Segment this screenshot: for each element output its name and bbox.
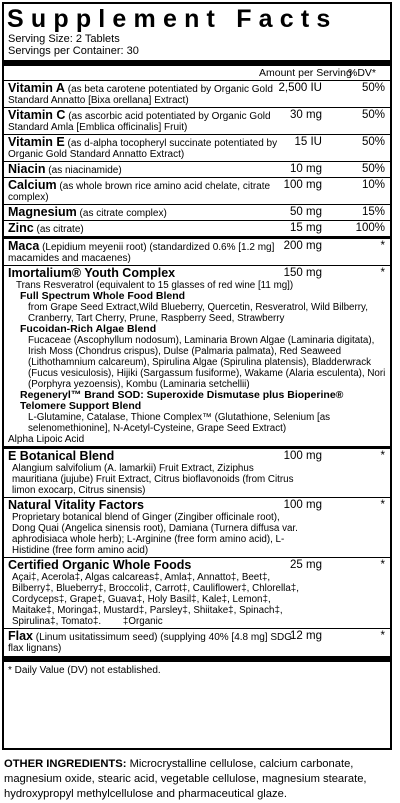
maca-row <box>4 239 390 265</box>
row-name: Calcium <box>8 178 57 192</box>
row-amount: 100 mg <box>283 499 322 511</box>
alpha-lipoic-acid: Alpha Lipoic Acid <box>8 434 85 445</box>
sod-line: Regeneryl™ Brand SOD: Superoxide Dismutase plus Bioperine® <box>20 389 344 401</box>
row-name: Magnesium <box>8 205 77 219</box>
row-desc: (as whole brown rice amino acid chelate, citrate complex) <box>8 181 271 203</box>
row-name: E Botanical Blend <box>8 449 115 463</box>
row-amount: 2,500 IU <box>278 82 322 94</box>
row-name: Zinc <box>8 221 34 235</box>
row-name: Vitamin A <box>8 81 65 95</box>
organic-row <box>4 558 390 628</box>
row-amount: 25 mg <box>290 559 322 571</box>
row-desc: (as citrate complex) <box>79 208 167 219</box>
blend-body: from Grape Seed Extract,Wild Blueberry, Quercetin, Resveratrol, Wild Bilberry, Cranberry, Tart Cherry, Prune, Raspberry Seed, Strawberry <box>28 302 368 324</box>
row-name: Certified Organic Whole Foods <box>8 558 192 572</box>
row-dv: 50% <box>361 82 385 94</box>
dv-header: %DV* <box>348 67 377 79</box>
nutrient-row <box>4 162 390 177</box>
panel-title: Supplement Facts <box>7 5 338 33</box>
e-botanical-row <box>4 449 390 497</box>
row-desc: (as citrate) <box>36 224 84 235</box>
row-amount: 50 mg <box>290 206 322 218</box>
nutrient-row <box>4 205 390 220</box>
row-amount: 100 mg <box>283 450 322 462</box>
blend-body: Fucaceae (Ascophyllum nodosum), Laminaria Brown Algae (Laminaria digitata), Irish Moss (Chondrus crispus), Dulse (Palmaria palmata), Red Seaweed (Lithothamnium calcareum), Spirulina Algae (Spirulina platensis), Bladderwrack (Fucus vesiculosis), Hijiki (Sargassum fusiforme), Wakame (Alaria esculenta), Nori (Porphyra yezoensis), Kombu (Laminaria setchellii) <box>28 335 386 390</box>
row-desc: (as d-alpha tocopheryl succinate potentiated by Organic Gold Standard Annatto Extract) <box>8 138 278 160</box>
vitamin-rows <box>4 81 390 236</box>
row-dv: 15% <box>361 206 385 218</box>
imortalium-row <box>4 266 390 446</box>
row-dv: * <box>380 267 385 279</box>
row-name: Natural Vitality Factors <box>8 498 144 512</box>
nutrient-row <box>4 108 390 134</box>
row-desc: Açai‡, Acerola‡, Algas calcareas‡, Amla‡, Annatto‡, Beet‡, Bilberry‡, Blueberry‡, Broccoli‡, Carrot‡, Cauliflower‡, Chlorella‡, Cordyceps‡, Grape‡, Guava‡, Holy Basil‡, Kale‡, Lemon‡, Maitake‡, Moringa‡, Mustard‡, Parsley‡, Shiitake‡, Spinach‡, Spirulina‡, Tomato‡. ‡Organic <box>12 572 302 627</box>
row-name: Vitamin E <box>8 135 65 149</box>
trans-resveratrol: Trans Resveratrol (equivalent to 15 glasses of red wine [11 mg]) <box>16 280 294 291</box>
supplement-facts-panel <box>2 2 392 750</box>
blend-heading: Full Spectrum Whole Food Blend <box>20 290 186 302</box>
blend-body: L-Glutamine, Catalase, Thione Complex™ (Glutathione, Selenium [as selenomethionine], N-Acetyl-Cysteine, Grape Seed Extract) <box>28 412 331 434</box>
row-desc: Alangium salvifolium (A. lamarkii) Fruit Extract, Ziziphus mauritiana (jujube) Fruit Extract, Citrus bioflavonoids (from Citrus limon exocarp, Citrus sinensis) <box>12 463 294 496</box>
row-name: Maca <box>8 239 40 253</box>
row-dv: * <box>380 240 385 252</box>
flax-row <box>4 629 390 655</box>
servings-per-container: Servings per Container: 30 <box>8 45 139 57</box>
row-desc: (as beta carotene potentiated by Organic Gold Standard Annatto [Bixa orellana] Extract) <box>8 84 273 106</box>
column-header <box>4 66 390 80</box>
row-dv: * <box>380 499 385 511</box>
row-dv: 100% <box>355 222 385 234</box>
row-dv: 10% <box>361 179 385 191</box>
row-desc: (as niacinamide) <box>48 165 122 176</box>
serving-size: Serving Size: 2 Tablets <box>8 33 120 45</box>
blend-heading: Fucoidan-Rich Algae Blend <box>20 323 157 335</box>
blend-heading: Telomere Support Blend <box>20 400 142 412</box>
row-amount: 10 mg <box>290 163 322 175</box>
nutrient-row <box>4 221 390 236</box>
row-amount: 100 mg <box>283 179 322 191</box>
row-desc: (Linum usitatissimum seed) (supplying 40% [4.8 mg] SDG flax lignans) <box>8 632 293 654</box>
other-ingredients-text: Microcrystalline cellulose, calcium carbonate, magnesium oxide, stearic acid, vegetable cellulose, magnesium stearate, hydroxypropyl methylcellulose and pharmaceutical glaze. <box>4 758 367 800</box>
row-dv: 50% <box>361 163 385 175</box>
row-dv: * <box>380 630 385 642</box>
row-amount: 12 mg <box>290 630 322 642</box>
row-desc: (Lepidium meyenii root) (standardized 0.6% [1.2 mg] macamides and macaenes) <box>8 242 275 264</box>
row-amount: 30 mg <box>290 109 322 121</box>
row-name: Flax <box>8 629 34 643</box>
row-amount: 15 mg <box>290 222 322 234</box>
row-dv: * <box>380 559 385 571</box>
row-name: Imortalium® Youth Complex <box>8 266 176 280</box>
nutrient-row <box>4 178 390 204</box>
row-dv: 50% <box>361 136 385 148</box>
row-desc: Proprietary botanical blend of Ginger (Zingiber officinale root), Dong Quai (Angelica sinensis root), Damiana (Turnera diffusa var. aphrodisiaca whole herb); L-Arginine (free form amino acid), L-Histidine (free form amino acid) <box>12 512 298 556</box>
dv-footnote: * Daily Value (DV) not established. <box>8 665 161 676</box>
row-dv: 50% <box>361 109 385 121</box>
nutrient-row <box>4 135 390 161</box>
nutrient-row <box>4 81 390 107</box>
vitality-row <box>4 498 390 557</box>
row-amount: 150 mg <box>283 267 322 279</box>
row-name: Vitamin C <box>8 108 66 122</box>
row-dv: * <box>380 450 385 462</box>
other-ingredients <box>4 757 396 802</box>
row-desc: (as ascorbic acid potentiated by Organic Gold Standard Amla [Emblica officinalis] Fruit) <box>8 111 271 133</box>
row-amount: 200 mg <box>283 240 322 252</box>
amount-header: Amount per Serving <box>259 67 352 79</box>
row-amount: 15 IU <box>294 136 322 148</box>
row-name: Niacin <box>8 162 46 176</box>
other-ingredients-label: OTHER INGREDIENTS: <box>4 758 127 770</box>
